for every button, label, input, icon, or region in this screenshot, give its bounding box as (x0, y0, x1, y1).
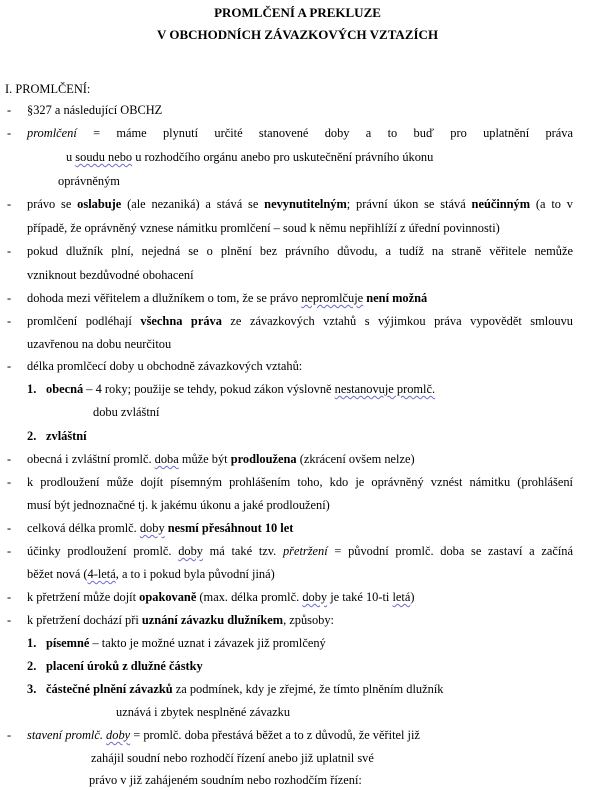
term-promlceni: promlčení (27, 126, 77, 140)
bullet-dash: - (7, 590, 12, 604)
list-item-text: k přetržení může dojít opakovaně (max. délka promlč. doby je také 10-ti letá) (27, 590, 415, 604)
list-item-text: k prodloužení může dojít písemným prohlášením toho, kdo je oprávněný vznést námitku (prohlášení (27, 475, 573, 489)
bullet-dash: - (7, 613, 12, 627)
document-title-line1: PROMLČENÍ A PREKLUZE (214, 5, 381, 20)
bullet-dash: - (7, 475, 12, 489)
bullet-dash: - (7, 359, 12, 373)
section-heading: I. PROMLČENÍ: (5, 82, 91, 96)
bullet-dash: - (7, 728, 12, 742)
bullet-dash: - (7, 126, 12, 140)
bullet-dash: - (7, 103, 12, 117)
document-page: PROMLČENÍ A PREKLUZE V OBCHODNÍCH ZÁVAZKOVÝCH VZTAZÍCH I. PROMLČENÍ: - §327 a následující OBCHZ - promlčení = máme plynutí určité stanovené doby a to buď pro uplatnění práva u soudu nebo u rozhodčího orgánu anebo pro uskutečnění právního úkonu oprávněným - právo se oslabuje (ale nezaniká) a stává se nevynutitelným; právní úkon se stává neúčinným (a to v případě, že oprávněný vznese námitku promlčení – soud k němu nepřihlíží z úřední povinnosti) - pokud dlužník plní, nejedná se o plnění bez právního důvodu, a tudíž na straně věřitele nemůže vzniknout bezdůvodné obohacení - dohoda mezi věřitelem a dlužníkem o tom, že se právo nepromlčuje není možná - promlčení podléhají všechna práva ze závazkových vztahů s výjimkou práva vypovědět smlouvu uzavřenou na dobu neurčitou - délka promlčecí doby u obchodně závazkových vztahů: 1. obecná – 4 roky; použije se tehdy, pokud zákon výslovně nestanovuje promlč. dobu zvláštní 2. zvláštní - obecná i zvláštní promlč. doba může být prodloužena (zkrácení ovšem nelze) - k prodloužení může dojít písemným prohlášením toho, kdo je oprávněný vznést námitku (prohlášení musí být jednoznačné tj. k jakému úkonu a jaké prodloužení) - celková délka promlč. doby nesmí přesáhnout 10 let - účinky prodloužení promlč. doby má také tzv. přetržení = původní promlč. doba se zastaví a začíná běžet nová (4-letá, a to i pokud byla původní jiná) - k přetržení může dojít opakovaně (max. délka promlč. doby je také 10-ti letá) - k přetržení dochází při uznání závazku dlužníkem, způsoby: 1. písemné – takto je možné uznat i závazek již promlčený 2. placení úroků z dlužné částky 3. částečné plnění závazků za podmínek, kdy je zřejmé, že tímto plněním dlužník uznává i zbytek nesplněné závazku - stavení promlč. doby = promlč. doba přestává běžet a to z důvodů, že věřitel již zahájil soudní nebo rozhodčí řízení anebo již uplatnil své právo v již zahájeném soudním nebo rozhodčím řízení: (0, 0, 595, 790)
list-item-text: dohoda mezi věřitelem a dlužníkem o tom, že se právo nepromlčuje není možná (27, 291, 428, 305)
list-item-text: stavení promlč. doby = promlč. doba přestává běžet a to z důvodů, že věřitel již (27, 728, 420, 742)
list-item-text: účinky prodloužení promlč. doby má také tzv. přetržení = původní promlč. doba se zastaví a začíná (27, 544, 573, 558)
document-title-line2: V OBCHODNÍCH ZÁVAZKOVÝCH VZTAZÍCH (156, 27, 439, 42)
bullet-dash: - (7, 452, 12, 466)
list-item-text: promlčení podléhají všechna práva ze závazkových vztahů s výjimkou práva vypovědět smlouvu (27, 314, 573, 328)
bullet-dash: - (7, 291, 12, 305)
bullet-dash: - (7, 314, 12, 328)
bullet-dash: - (7, 197, 12, 211)
bullet-dash: - (7, 521, 12, 535)
list-item-text: k přetržení dochází při uznání závazku dlužníkem, způsoby: (27, 613, 334, 627)
list-item-text: celková délka promlč. doby nesmí přesáhnout 10 let (27, 521, 294, 535)
bullet-dash: - (7, 244, 12, 258)
list-item-text: pokud dlužník plní, nejedná se o plnění bez právního důvodu, a tudíž na straně věřitele nemůže (27, 244, 573, 258)
list-item-text: délka promlčecí doby u obchodně závazkových vztahů: (27, 359, 303, 373)
list-item-text: promlčení = máme plynutí určité stanovené doby a to buď pro uplatnění práva (27, 126, 573, 140)
list-item-text: §327 a následující OBCHZ (27, 103, 163, 117)
bullet-dash: - (7, 544, 12, 558)
list-item-text: právo se oslabuje (ale nezaniká) a stává se nevynutitelným; právní úkon se stává neúčinným (a to v (27, 197, 573, 211)
list-item-text: obecná i zvláštní promlč. doba může být prodloužena (zkrácení ovšem nelze) (27, 452, 415, 466)
